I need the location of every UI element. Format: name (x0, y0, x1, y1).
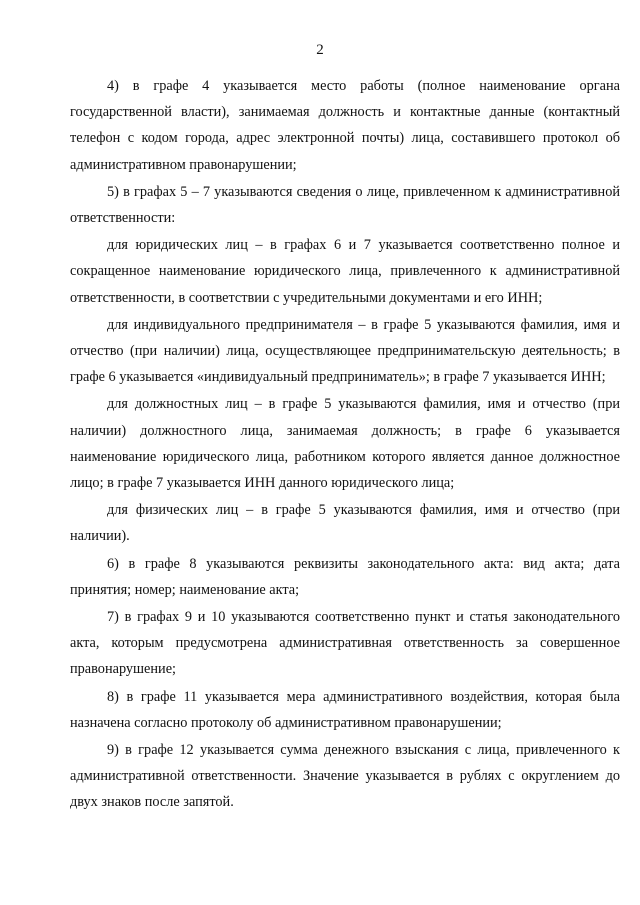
page-number: 2 (316, 42, 324, 58)
paragraph-officials: для должностных лиц – в графе 5 указываются фамилия, имя и отчество (при наличии) должностного лица, занимаемая должность; в графе 6 указывается наименование юридического лица, работником которого является данное должностное лицо; в графе 7 указывается ИНН данного юридического лица; (70, 396, 620, 492)
paragraph-item-6: 6) в графе 8 указываются реквизиты законодательного акта: вид акта; дата принятия; номер; наименование акта; (70, 555, 620, 598)
paragraph-individuals: для физических лиц – в графе 5 указываются фамилия, имя и отчество (при наличии). (70, 502, 620, 545)
paragraph-item-9: 9) в графе 12 указывается сумма денежного взыскания с лица, привлеченного к административной ответственности. Значение указывается в рублях с округлением до двух знаков после запятой. (70, 742, 620, 811)
document-body (70, 73, 620, 817)
paragraph-item-7: 7) в графах 9 и 10 указываются соответственно пункт и статья законодательного акта, которым предусмотрена административная ответственность за совершенное правонарушение; (70, 609, 620, 678)
paragraph-item-8: 8) в графе 11 указывается мера административного воздействия, которая была назначена согласно протоколу об административном правонарушении; (70, 688, 620, 731)
paragraph-legal-entities: для юридических лиц – в графах 6 и 7 указывается соответственно полное и сокращенное наименование юридического лица, привлеченного к административной ответственности, в соответствии с учредительными документами и его ИНН; (70, 237, 620, 306)
paragraph-individual-entrepreneur: для индивидуального предпринимателя – в графе 5 указываются фамилия, имя и отчество (при наличии) лица, осуществляющее предпринимательскую деятельность; в графе 6 указывается «индивидуальный предприниматель»; в графе 7 указывается ИНН; (70, 316, 620, 386)
paragraph-item-4: 4) в графе 4 указывается место работы (полное наименование органа государственной власти), занимаемая должность и контактные данные (контактный телефон с кодом города, адрес электронной почты) лица, составившего протокол об административном правонарушении; (70, 78, 620, 173)
paragraph-item-5: 5) в графах 5 – 7 указываются сведения о лице, привлеченном к административной ответственности: (70, 183, 620, 227)
